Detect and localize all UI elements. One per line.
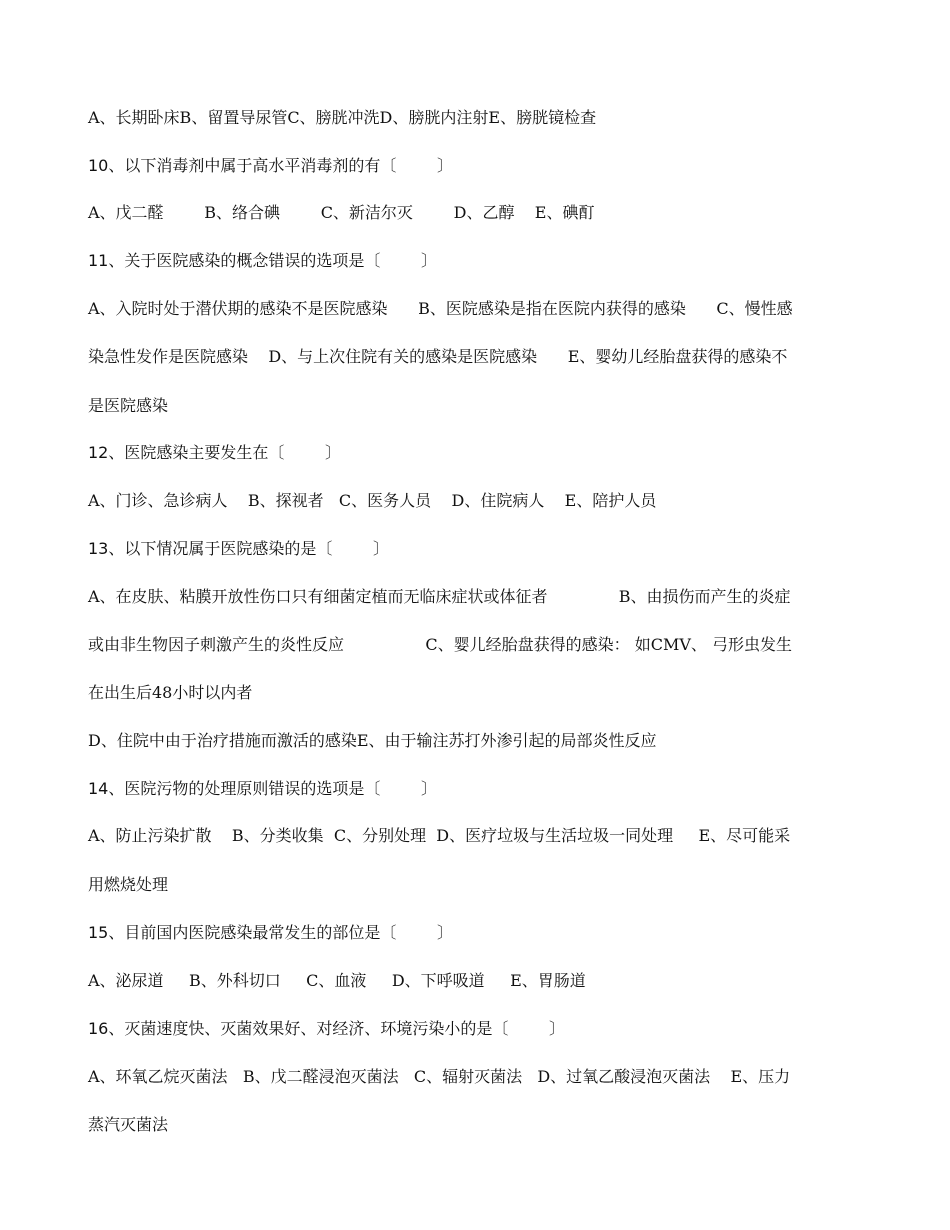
text-line: A、泌尿道 B、外科切口 C、血液 D、下呼吸道 E、胃肠道 [88, 971, 586, 990]
text-line: A、在皮肤、粘膜开放性伤口只有细菌定植而无临床症状或体征者 B、由损伤而产生的炎症 [88, 587, 791, 606]
text-line: 或由非生物因子刺激产生的炎性反应 C、婴儿经胎盘获得的感染： 如CMV、 弓形虫发生 [88, 635, 792, 654]
question-line: 15、目前国内医院感染最常发生的部位是〔 〕 [88, 923, 454, 942]
text-line: A、环氧乙烷灭菌法 B、戊二醛浸泡灭菌法 C、辐射灭菌法 D、过氧乙酸浸泡灭菌法 E、压力 [88, 1067, 791, 1086]
text-line: A、门诊、急诊病人 B、探视者 C、医务人员 D、住院病人 E、陪护人员 [88, 491, 657, 510]
question-line: 16、灭菌速度快、灭菌效果好、对经济、环境污染小的是〔 〕 [88, 1019, 566, 1038]
text-line: 染急性发作是医院感染 D、与上次住院有关的感染是医院感染 E、婴幼儿经胎盘获得的感染不 [88, 347, 788, 366]
question-line: 10、以下消毒剂中属于高水平消毒剂的有〔 〕 [88, 156, 454, 175]
text-line: D、住院中由于治疗措施而激活的感染E、由于输注苏打外渗引起的局部炎性反应 [88, 731, 657, 750]
question-line: 14、医院污物的处理原则错误的选项是〔 〕 [88, 779, 438, 798]
text-line: 是医院感染 [88, 396, 169, 415]
text-line: A、长期卧床B、留置导尿管C、膀胱冲洗D、膀胱内注射E、膀胱镜检查 [88, 108, 597, 127]
text-line: 在出生后48小时以内者 [88, 683, 253, 702]
question-line: 13、以下情况属于医院感染的是〔 〕 [88, 539, 390, 558]
text-line: A、入院时处于潜伏期的感染不是医院感染 B、医院感染是指在医院内获得的感染 C、慢性感 [88, 299, 793, 318]
question-line: 11、关于医院感染的概念错误的选项是〔 〕 [88, 251, 438, 270]
text-line: 用燃烧处理 [88, 875, 169, 894]
text-line: A、防止污染扩散 B、分类收集 C、分别处理 D、医疗垃圾与生活垃圾一同处理 E、尽可能采 [88, 826, 791, 845]
question-line: 12、医院感染主要发生在〔 〕 [88, 443, 342, 462]
text-line: 蒸汽灭菌法 [88, 1115, 169, 1134]
text-line: A、戊二醛 B、络合碘 C、新洁尔灭 D、乙醇 E、碘酊 [88, 203, 595, 222]
